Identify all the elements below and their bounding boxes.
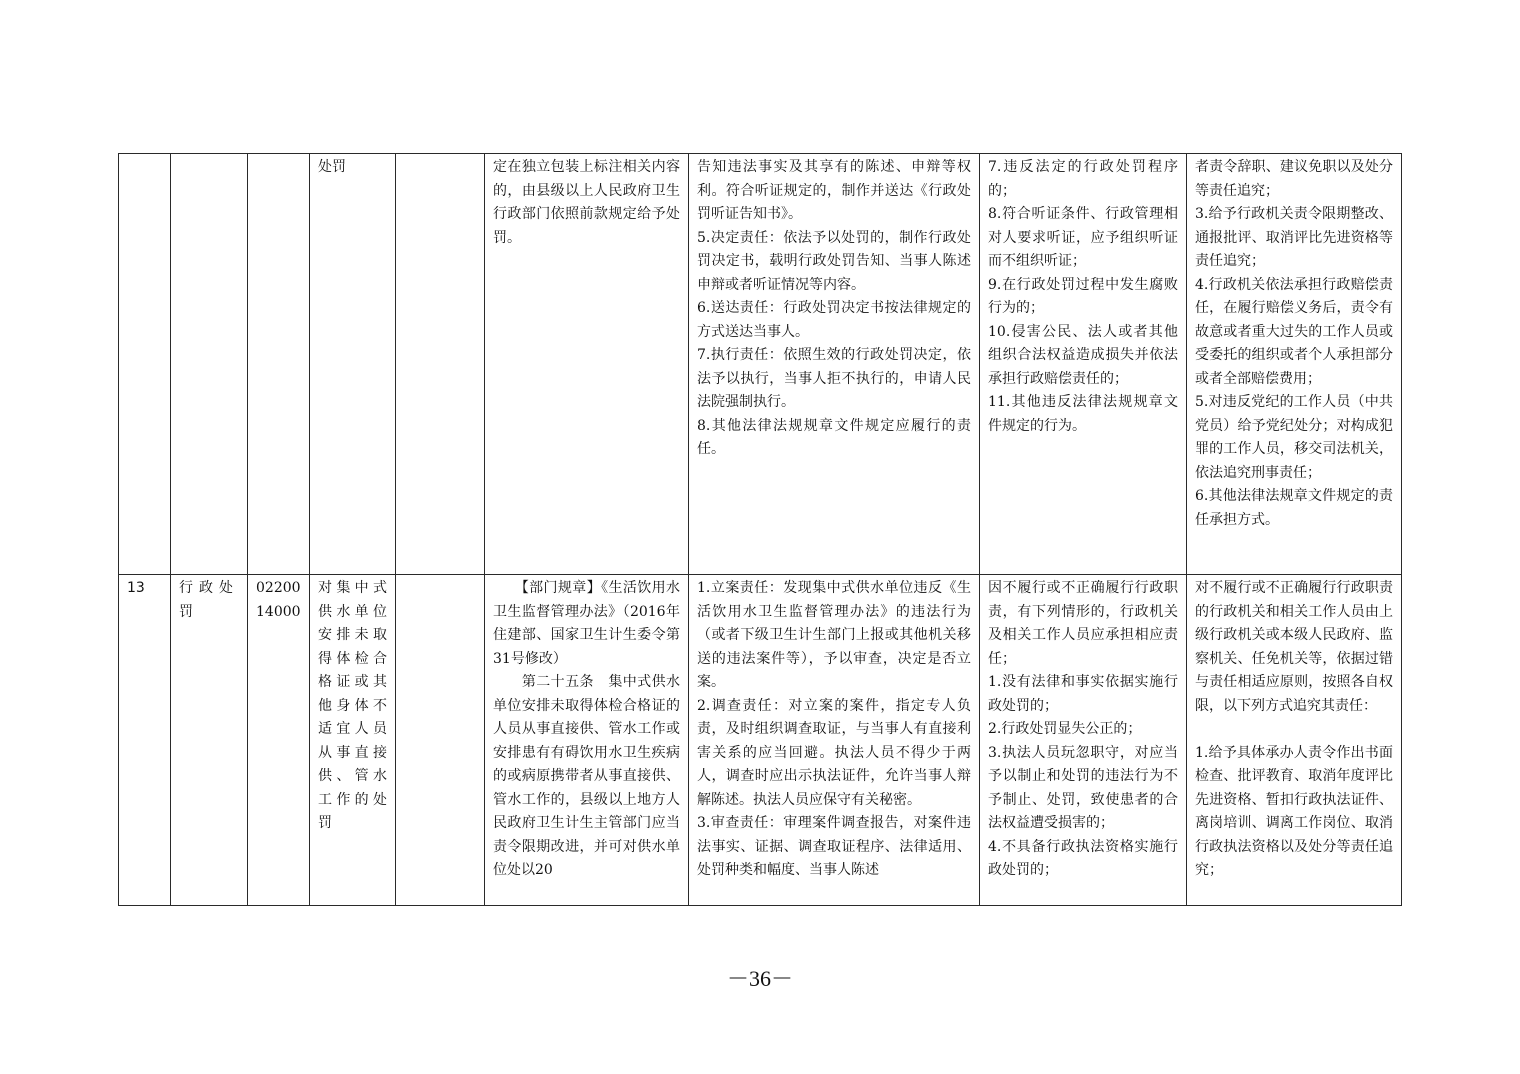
legal-basis-cell: 定在独立包装上标注相关内容的，由县级以上人民政府卫生行政部门依照前款规定给予处罚。 — [485, 154, 689, 575]
accountability-cases-cell: 因不履行或不正确履行行政职责，有下列情形的，行政机关及相关工作人员应承担相应责任； 1.没有法律和事实依据实施行政处罚的； 2.行政处罚显失公正的； 3.执法人员玩忽职守，对应当予以制止和处罚的违法行为不予制止、处罚，致使患者的合法权益遭受损害的； 4.不具备行政执法资格实施行政处罚的； — [980, 575, 1187, 906]
table-row — [119, 154, 1402, 575]
accountability-cases-cell: 7.违反法定的行政处罚程序的； 8.符合听证条件、行政管理相对人要求听证，应予组织听证而不组织听证； 9.在行政处罚过程中发生腐败行为的； 10.侵害公民、法人或者其他组织合法权益造成损失并依法承担行政赔偿责任的； 11.其他违反法律法规规章文件规定的行为。 — [980, 154, 1187, 575]
duty-items-cell: 告知违法事实及其享有的陈述、申辩等权利。符合听证规定的，制作并送达《行政处罚听证告知书》。 5.决定责任：依法予以处罚的，制作行政处罚决定书，载明行政处罚告知、当事人陈述申辩或者听证情况等内容。 6.送达责任：行政处罚决定书按法律规定的方式送达当事人。 7.执行责任：依照生效的行政处罚决定，依法予以执行，当事人拒不执行的，申请人民法院强制执行。 8.其他法律法规规章文件规定应履行的责任。 — [689, 154, 980, 575]
accountability-methods-cell: 对不履行或不正确履行行政职责的行政机关和相关工作人员由上级行政机关或本级人民政府、监察机关、任免机关等，依据过错与责任相适应原则，按照各自权限，以下列方式追究其责任： 1.给予具体承办人责令作出书面检查、批评教育、取消年度评比先进资格、暂扣行政执法证件、离岗培训、调离工作岗位、取消行政执法资格以及处分等责任追究； — [1187, 575, 1402, 906]
legal-basis-cell: 【部门规章】《生活饮用水卫生监督管理办法》（2016年住建部、国家卫生计生委令第31号修改） 第二十五条 集中式供水单位安排未取得体检合格证的人员从事直接供、管水工作或安排患有有碍饮用水卫生疾病的或病原携带者从事直接供、管水工作的，县级以上地方人民政府卫生计生主管部门应当责令限期改进，并可对供水单位处以20 — [485, 575, 689, 906]
item-name-cell: 对集中式供水单位安排未取得体检合格证或其他身体不适宜人员从事直接供、管水工作的处罚 — [310, 575, 396, 906]
sub-item-cell — [396, 154, 485, 575]
responsibility-table — [118, 153, 1402, 906]
power-code-cell: 02200 14000 — [248, 575, 310, 906]
item-number-cell — [119, 154, 171, 575]
page-number: －36－ — [726, 966, 793, 991]
item-number-cell: 13 — [119, 575, 171, 906]
sub-item-cell — [396, 575, 485, 906]
item-name-cell: 处罚 — [310, 154, 396, 575]
table-row — [119, 575, 1402, 906]
power-code-cell — [248, 154, 310, 575]
accountability-methods-cell: 者责令辞职、建议免职以及处分等责任追究； 3.给予行政机关责令限期整改、通报批评、取消评比先进资格等责任追究； 4.行政机关依法承担行政赔偿责任，在履行赔偿义务后，责令有故意或者重大过失的工作人员或受委托的组织或者个人承担部分或者全部赔偿费用； 5.对违反党纪的工作人员（中共党员）给予党纪处分；对构成犯罪的工作人员，移交司法机关，依法追究刑事责任； 6.其他法律法规章文件规定的责任承担方式。 — [1187, 154, 1402, 575]
duty-items-cell: 1.立案责任：发现集中式供水单位违反《生活饮用水卫生监督管理办法》的违法行为（或者下级卫生计生部门上报或其他机关移送的违法案件等），予以审查，决定是否立案。 2.调查责任：对立案的案件，指定专人负责，及时组织调查取证，与当事人有直接利害关系的应当回避。执法人员不得少于两人，调查时应出示执法证件，允许当事人辩解陈述。执法人员应保守有关秘密。 3.审查责任：审理案件调查报告，对案件违法事实、证据、调查取证程序、法律适用、处罚种类和幅度、当事人陈述 — [689, 575, 980, 906]
power-type-cell — [171, 154, 248, 575]
power-type-cell: 行政处罚 — [171, 575, 248, 906]
